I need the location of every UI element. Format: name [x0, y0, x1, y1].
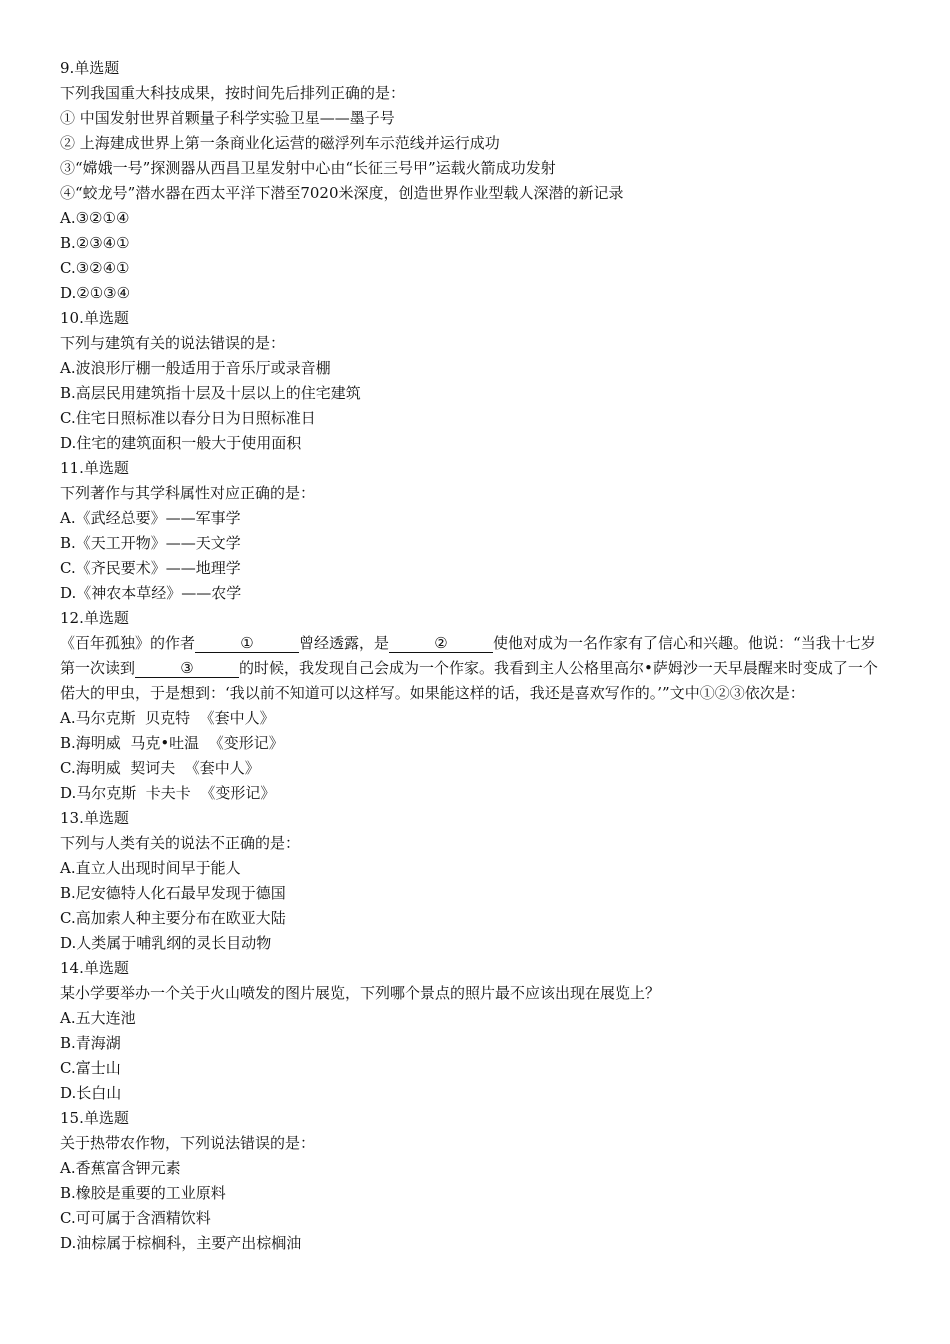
option-d: D.②①③④	[60, 284, 131, 302]
statement-item: ④“蛟龙号”潜水器在西太平洋下潜至7020米深度，创造世界作业型载人深潜的新记录	[60, 184, 624, 202]
question-number: 14.单选题	[60, 959, 129, 977]
fill-blank-1: ①	[195, 634, 299, 653]
option-b: B.尼安德特人化石最早发现于德国	[60, 884, 286, 902]
statement-item: ① 中国发射世界首颗量子科学实验卫星——墨子号	[60, 109, 395, 127]
stem-part: 《百年孤独》的作者	[60, 634, 196, 652]
option-a: A.《武经总要》——军事学	[60, 509, 241, 527]
exam-document	[60, 56, 890, 1256]
statement-item: ② 上海建成世界上第一条商业化运营的磁浮列车示范线并运行成功	[60, 134, 500, 152]
question-number: 9.单选题	[60, 59, 120, 77]
stem-part: 使他对成为一名作家有了信心和兴趣。他说：“当我十七岁第一次读到	[60, 634, 876, 677]
question-number: 11.单选题	[60, 459, 129, 477]
option-d: D.人类属于哺乳纲的灵长目动物	[60, 934, 272, 952]
question-stem: 下列著作与其学科属性对应正确的是：	[60, 484, 316, 502]
option-c: C.可可属于含酒精饮料	[60, 1209, 211, 1227]
fill-blank-2: ②	[389, 634, 493, 653]
option-d: D.马尔克斯 卡夫卡 《变形记》	[60, 784, 276, 802]
question-number: 10.单选题	[60, 309, 129, 327]
question-13	[60, 806, 890, 956]
option-b: B.橡胶是重要的工业原料	[60, 1184, 226, 1202]
question-stem: 下列与人类有关的说法不正确的是：	[60, 834, 301, 852]
stem-part: 曾经透露，是	[299, 634, 390, 652]
option-b: B.②③④①	[60, 234, 130, 252]
option-c: C.住宅日照标准以春分日为日照标准日	[60, 409, 316, 427]
option-a: A.波浪形厅棚一般适用于音乐厅或录音棚	[60, 359, 331, 377]
question-11	[60, 456, 890, 606]
option-a: A.③②①④	[60, 209, 130, 227]
option-d: D.《神农本草经》——农学	[60, 584, 242, 602]
question-number: 13.单选题	[60, 809, 129, 827]
option-a: A.香蕉富含钾元素	[60, 1159, 181, 1177]
question-number: 15.单选题	[60, 1109, 129, 1127]
fill-blank-3: ③	[135, 659, 239, 678]
question-stem: 某小学要举办一个关于火山喷发的图片展览，下列哪个景点的照片最不应该出现在展览上？	[60, 984, 661, 1002]
option-c: C.《齐民要术》——地理学	[60, 559, 241, 577]
option-c: C.③②④①	[60, 259, 130, 277]
option-c: C.高加索人种主要分布在欧亚大陆	[60, 909, 286, 927]
option-a: A.马尔克斯 贝克特 《套中人》	[60, 709, 275, 727]
question-14	[60, 956, 890, 1106]
option-d: D.住宅的建筑面积一般大于使用面积	[60, 434, 302, 452]
question-stem	[60, 631, 890, 706]
option-c: C.海明威 契诃夫 《套中人》	[60, 759, 260, 777]
option-b: B.《天工开物》——天文学	[60, 534, 241, 552]
option-b: B.高层民用建筑指十层及十层以上的住宅建筑	[60, 384, 361, 402]
question-stem: 下列我国重大科技成果，按时间先后排列正确的是：	[60, 84, 406, 102]
option-b: B.海明威 马克•吐温 《变形记》	[60, 734, 284, 752]
question-stem: 下列与建筑有关的说法错误的是：	[60, 334, 286, 352]
statement-item: ③“嫦娥一号”探测器从西昌卫星发射中心由“长征三号甲”运载火箭成功发射	[60, 159, 556, 177]
question-12	[60, 606, 890, 806]
option-b: B.青海湖	[60, 1034, 121, 1052]
option-d: D.油棕属于棕榈科，主要产出棕榈油	[60, 1234, 302, 1252]
stem-part: 的时候，我发现自己会成为一个作家。我看到主人公格里高尔•萨姆沙一天早晨醒来时变成了一个偌大的甲虫，于是想到：‘我以前不知道可以这样写。如果能这样的话，我还是喜欢写作的。’”文中①②③依次是：	[60, 659, 878, 702]
option-a: A.直立人出现时间早于能人	[60, 859, 241, 877]
option-c: C.富士山	[60, 1059, 121, 1077]
option-a: A.五大连池	[60, 1009, 136, 1027]
question-stem: 关于热带农作物，下列说法错误的是：	[60, 1134, 316, 1152]
option-d: D.长白山	[60, 1084, 122, 1102]
question-10	[60, 306, 890, 456]
question-number: 12.单选题	[60, 609, 129, 627]
question-15	[60, 1106, 890, 1256]
question-9	[60, 56, 890, 306]
